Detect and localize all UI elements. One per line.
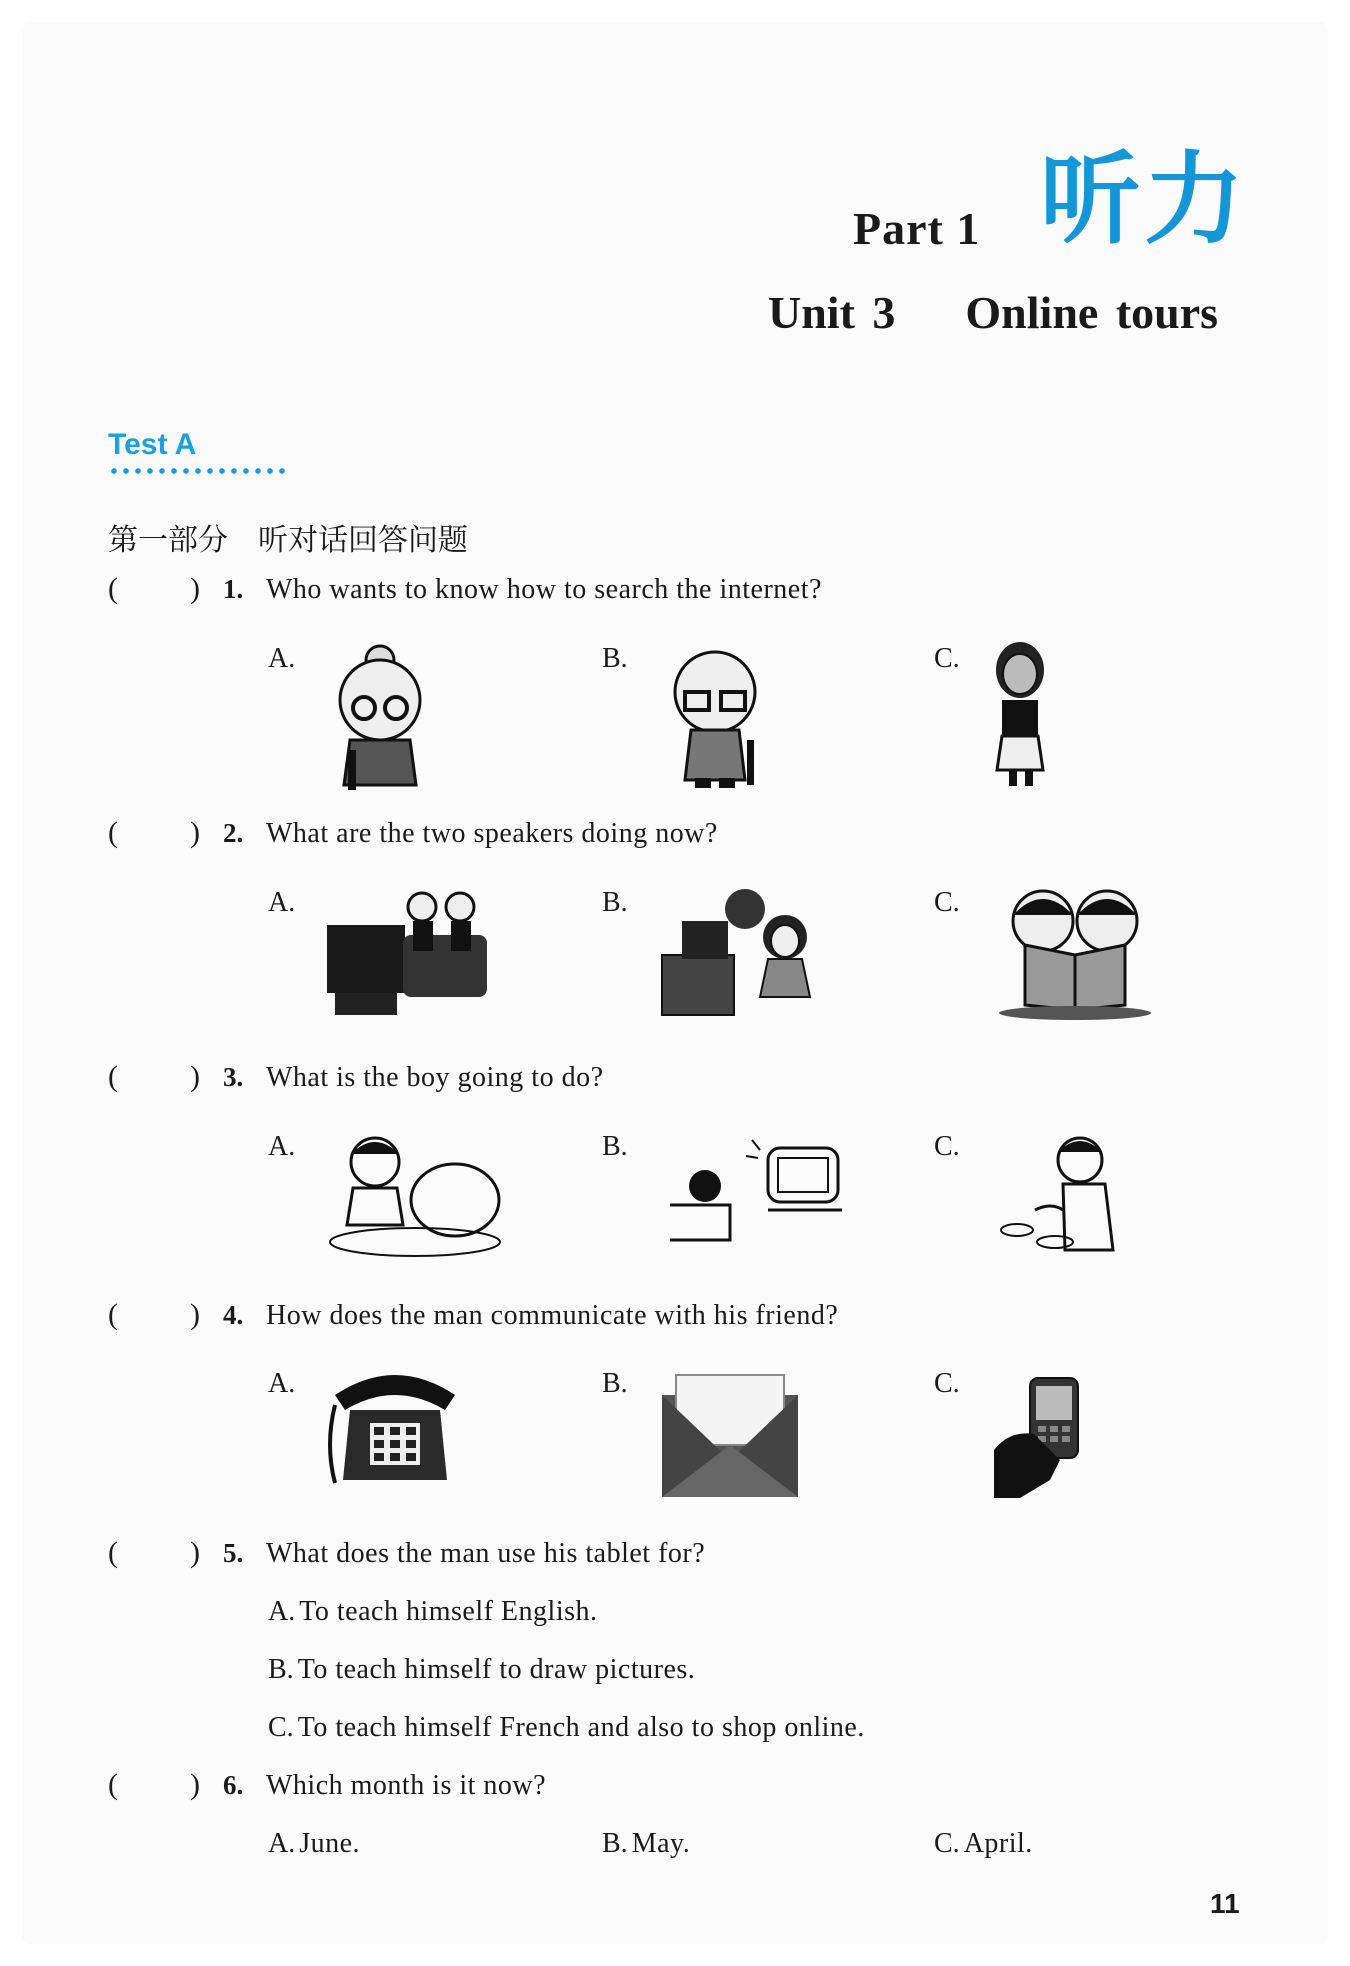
watching-tv-boy-picture (660, 1130, 850, 1260)
letter-envelope-picture (660, 1365, 800, 1500)
answer-paren-close: ) (190, 572, 200, 605)
reading-book-picture (995, 885, 1155, 1020)
option-label: A. (268, 1828, 296, 1859)
dotted-underline (108, 468, 288, 474)
option-label: B. (602, 1828, 628, 1859)
answer-paren-close: ) (190, 816, 200, 849)
option-text: To teach himself English. (299, 1596, 598, 1627)
option-a (268, 1596, 598, 1628)
section-title: 第一部分 听对话回答问题 (108, 523, 468, 558)
mobile-phone-picture (990, 1370, 1090, 1500)
option-label: B. (268, 1654, 294, 1685)
option-label: C. (934, 887, 960, 918)
answer-paren-open: ( (108, 1298, 118, 1331)
question-text: Which month is it now? (266, 1770, 547, 1801)
unit-title: Online tours (965, 287, 1219, 338)
answer-paren-open: ( (108, 1060, 118, 1093)
page-number: 11 (1210, 1888, 1240, 1919)
unit-heading (768, 286, 1218, 339)
girl-picture (985, 640, 1055, 790)
question-number: 1. (223, 574, 244, 604)
option-label: A. (268, 1368, 296, 1399)
question-number: 3. (223, 1062, 244, 1092)
option-label: A. (268, 887, 296, 918)
option-c (934, 1828, 1033, 1860)
boy-at-computer-picture (325, 1130, 505, 1260)
grandpa-picture (655, 640, 775, 790)
question-number: 5. (223, 1538, 244, 1568)
part-title-chinese: 听力 (1040, 141, 1248, 258)
option-text: May. (631, 1828, 691, 1859)
option-text: To teach himself to draw pictures. (297, 1654, 696, 1685)
question-number: 4. (223, 1300, 244, 1330)
question-text: How does the man communicate with his friend? (266, 1300, 839, 1331)
answer-paren-open: ( (108, 572, 118, 605)
answer-paren-close: ) (190, 1298, 200, 1331)
answer-paren-close: ) (190, 1768, 200, 1801)
unit-number: Unit 3 (768, 287, 896, 338)
option-label: B. (602, 1368, 628, 1399)
using-computer-picture (660, 885, 820, 1020)
question-number: 6. (223, 1770, 244, 1800)
option-a (268, 1828, 360, 1860)
part-heading: Part 1 (853, 203, 981, 254)
test-label: Test A (108, 428, 197, 461)
option-label: B. (602, 643, 628, 674)
option-label: C. (934, 1368, 960, 1399)
watching-tv-picture (325, 885, 490, 1020)
answer-paren-open: ( (108, 1768, 118, 1801)
option-label: A. (268, 1596, 296, 1627)
answer-paren-open: ( (108, 1536, 118, 1569)
option-text: April. (963, 1828, 1033, 1859)
answer-paren-open: ( (108, 816, 118, 849)
option-b (602, 1828, 690, 1860)
question-text: What does the man use his tablet for? (266, 1538, 706, 1569)
option-label: B. (602, 887, 628, 918)
option-label: C. (934, 1131, 960, 1162)
option-label: C. (268, 1712, 294, 1743)
option-text: To teach himself French and also to shop online. (297, 1712, 865, 1743)
option-label: C. (934, 643, 960, 674)
option-text: June. (299, 1828, 361, 1859)
option-b (268, 1654, 695, 1686)
telephone-picture (325, 1365, 465, 1490)
question-number: 2. (223, 818, 244, 848)
question-text: Who wants to know how to search the internet? (266, 574, 822, 605)
question-text: What are the two speakers doing now? (266, 818, 718, 849)
option-label: A. (268, 643, 296, 674)
question-text: What is the boy going to do? (266, 1062, 604, 1093)
boy-eating-picture (995, 1130, 1135, 1265)
grandma-picture (320, 640, 440, 790)
answer-paren-close: ) (190, 1536, 200, 1569)
option-label: C. (934, 1828, 960, 1859)
option-label: B. (602, 1131, 628, 1162)
answer-paren-close: ) (190, 1060, 200, 1093)
option-label: A. (268, 1131, 296, 1162)
option-c (268, 1712, 865, 1744)
